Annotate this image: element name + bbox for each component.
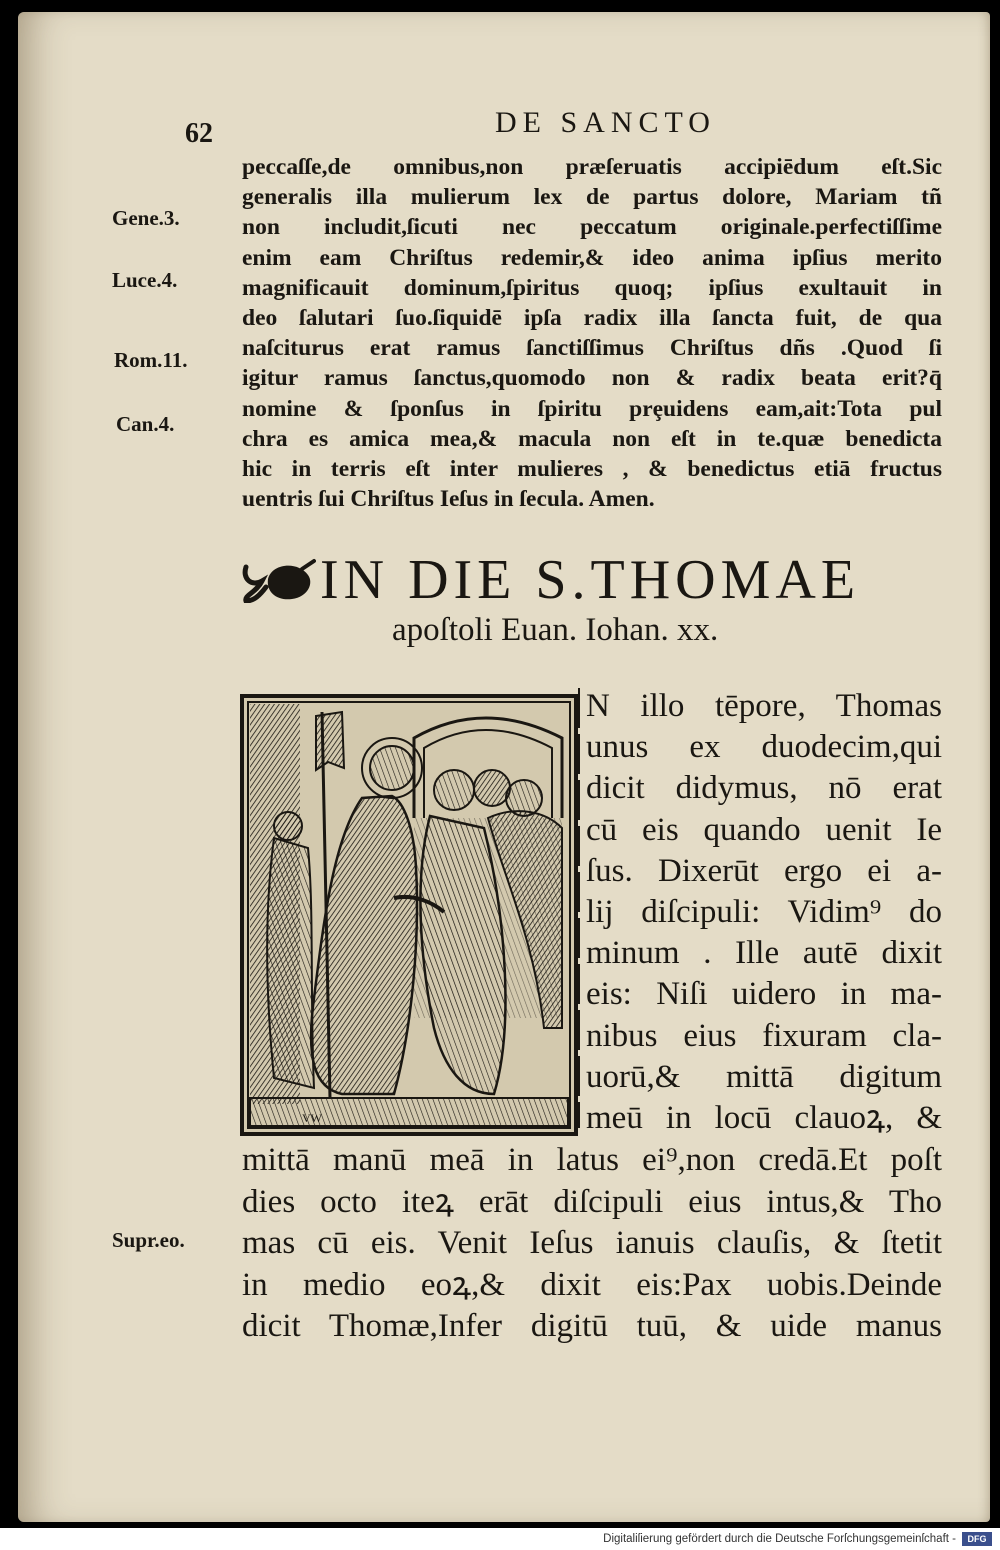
margin-note-luke: Luce.4.	[112, 268, 178, 292]
body-line: generalis illa mulierum lex de partus dolore, Mariam tñ	[242, 184, 942, 211]
gospel-line: minum . Ille autē dixit	[586, 935, 942, 972]
gospel-line: lij diſcipuli: Vidim⁹ do	[586, 894, 942, 931]
gospel-line: N illo tēpore, Thomas	[586, 688, 942, 724]
margin-note-romans: Rom.11.	[114, 348, 188, 372]
gospel-line: meū in locū clauoꝝ, &	[586, 1100, 942, 1137]
gospel-line: mas cū eis. Venit Ieſus ianuis clauſis, & ſtetit	[242, 1225, 942, 1261]
gospel-full-text	[242, 1140, 942, 1348]
digitization-credit: Digitaliſierung gefördert durch die Deutsche Forſchungsgemeinſchaft -	[603, 1533, 956, 1545]
gospel-line: dicit Thomæ,Infer digitū tuū, & uide manus	[242, 1308, 942, 1344]
body-line: uentris ſui Chriſtus Ieſus in ſecula. Amen.	[242, 486, 655, 513]
page-number: 62	[185, 118, 213, 149]
gospel-line: dies octo iteꝝ erāt diſcipuli eius intus,& Tho	[242, 1183, 942, 1220]
gospel-line: uorū,& mittā digitum	[586, 1058, 942, 1095]
margin-note-genesis: Gene.3.	[112, 206, 180, 230]
body-line: enim eam Chriſtus redemir,& ideo anima ipſius merito	[242, 244, 942, 271]
body-line: magnificauit dominum,ſpiritus quoq; ipſius exultauit in	[242, 274, 942, 301]
body-line: nomine & ſponſus in ſpiritu prȩuidens eam,ait:Tota pul	[242, 395, 942, 422]
drop-initial-rule	[572, 688, 586, 1128]
body-line: hic in terris eſt inter mulieres , & benedictus etiā fructus	[242, 456, 942, 483]
margin-note-canticle: Can.4.	[116, 412, 175, 436]
body-line: chra es amica mea,& macula non eſt in te.quæ benedicta	[242, 425, 942, 452]
dfg-logo: DFG	[962, 1532, 992, 1546]
margin-note-supra: Supr.eo.	[112, 1228, 185, 1252]
gospel-line: eis: Niſi uidero in ma-	[586, 976, 942, 1013]
section-heading	[242, 548, 942, 617]
gospel-line: mittā manū meā in latus ei⁹,non credā.Et poſt	[242, 1142, 942, 1178]
body-line: naſciturus erat ramus ſanctiſſimus Chriſtus dñs .Quod ſi	[242, 335, 942, 362]
heading-title: IN DIE S.THOMAE	[320, 549, 861, 611]
body-line: peccaſſe,de omnibus,non præſeruatis accipiēdum eſt.Sic	[242, 154, 942, 180]
woodcut-illustration	[240, 694, 578, 1136]
gospel-line: nibus eius fixuram cla-	[586, 1017, 942, 1054]
gospel-line: in medio eoꝝ,& dixit eis:Pax uobis.Deinde	[242, 1266, 942, 1303]
gospel-line: dicit didymus, nō erat	[586, 770, 942, 807]
gospel-line: ſus. Dixerūt ergo ei a-	[586, 852, 942, 889]
body-line: igitur ramus ſanctus,quomodo non & radix beata erit?q̄	[242, 365, 942, 392]
woodcut-monogram: VW	[302, 1111, 322, 1125]
gospel-line: unus ex duodecim,qui	[586, 729, 942, 766]
gospel-side-text	[586, 686, 942, 1139]
body-line: non includit,ſicuti nec peccatum originale.perfectiſſime	[242, 214, 942, 241]
body-line: deo ſalutari ſuo.ſiquidē ipſa radix illa ſancta fuit, de qua	[242, 305, 942, 332]
section-subheading: apoſtoli Euan. Iohan. xx.	[392, 612, 719, 648]
gospel-line: cū eis quando uenit Ie	[586, 811, 942, 848]
running-head: DE SANCTO	[495, 106, 716, 139]
body-text-block	[242, 152, 942, 514]
fleuron-icon	[242, 553, 316, 617]
